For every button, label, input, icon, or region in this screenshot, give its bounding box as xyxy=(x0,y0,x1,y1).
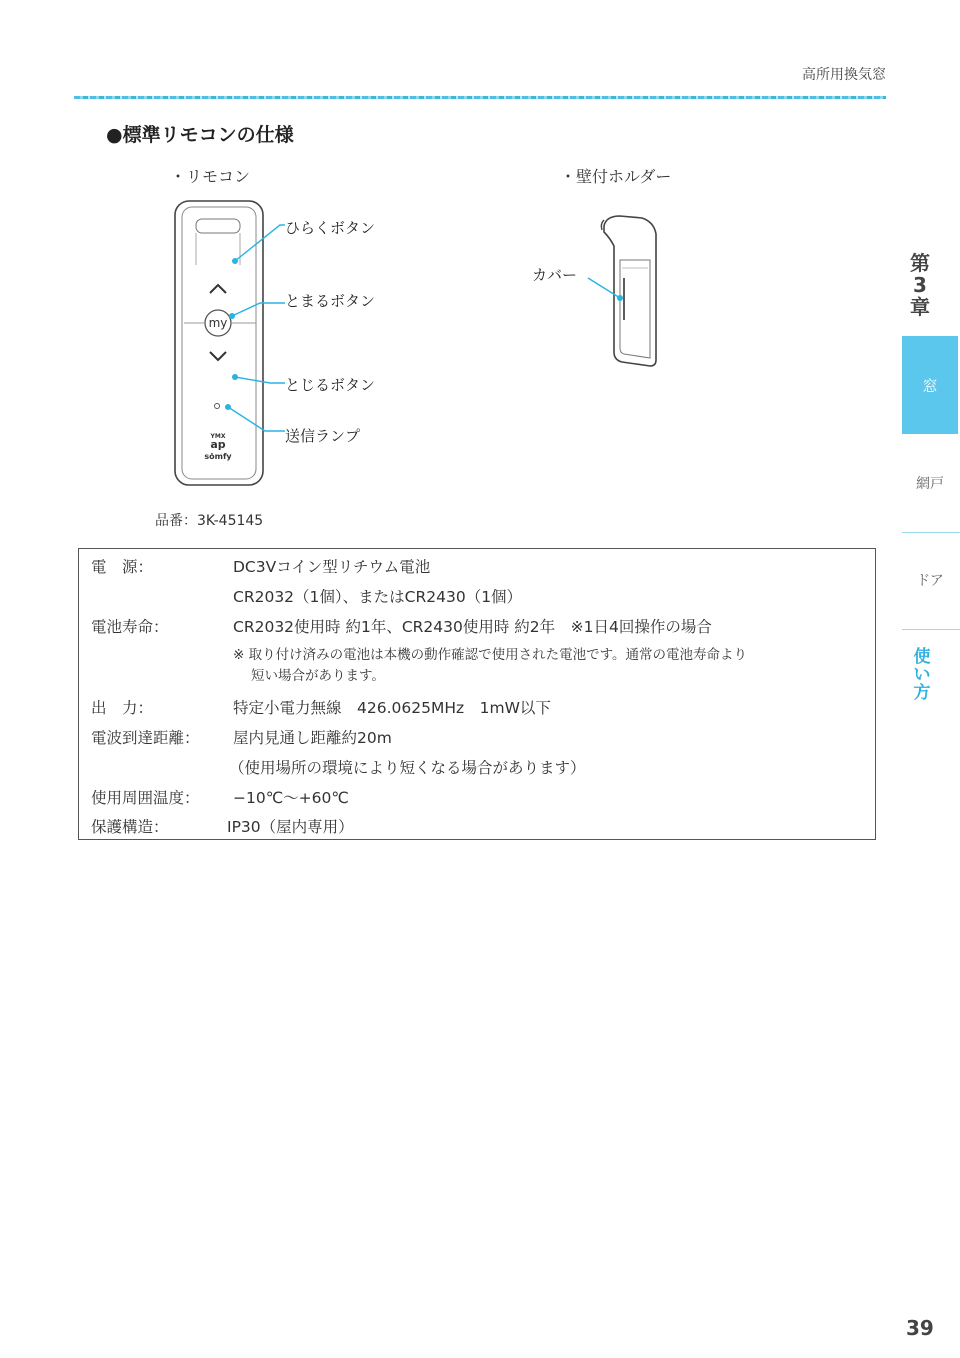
spec-value: （使用場所の環境により短くなる場合があります） xyxy=(229,759,586,777)
chapter-char: 第 xyxy=(910,251,930,275)
running-header: 高所用換気窓 xyxy=(802,67,886,83)
part-number: 品番：3K-45145 xyxy=(155,513,264,529)
spec-value: DC3Vコイン型リチウム電池 xyxy=(233,558,431,576)
brand-small: YMX xyxy=(210,433,226,440)
spec-label: 電波到達距離： xyxy=(91,729,200,747)
sidebar-divider xyxy=(902,532,960,533)
callout-send-lamp: 送信ランプ xyxy=(285,427,361,445)
usage-char: 方 xyxy=(913,683,931,703)
spec-value: CR2032（1個）、またはCR2430（1個） xyxy=(233,588,523,606)
tab-screen[interactable]: 網戸 xyxy=(916,476,944,492)
spec-value: 特定小電力無線 426.0625MHz 1mW以下 xyxy=(233,699,551,717)
chapter-marker xyxy=(904,252,936,318)
chapter-char: 章 xyxy=(910,295,930,319)
callout-stop-button: とまるボタン xyxy=(285,292,376,310)
remote-label: ・リモコン xyxy=(170,167,251,186)
chapter-number: 3 xyxy=(913,273,927,297)
spec-label: 電池寿命： xyxy=(91,618,169,636)
spec-label: 使用周囲温度： xyxy=(91,789,200,807)
remote-illustration xyxy=(160,195,400,495)
header-rule xyxy=(74,96,886,99)
spec-value: IP30（屋内専用） xyxy=(227,818,354,836)
tab-window[interactable] xyxy=(902,336,958,434)
spec-note: ※ 取り付け済みの電池は本機の動作確認で使用された電池です。通常の電池寿命より xyxy=(233,647,748,663)
usage-char: い xyxy=(913,665,931,685)
callout-open-button: ひらくボタン xyxy=(285,219,376,237)
tab-window-label: 窓 xyxy=(922,376,938,395)
spec-label: 電 源： xyxy=(91,558,154,576)
spec-label: 保護構造： xyxy=(91,818,169,836)
callout-cover: カバー xyxy=(532,266,578,284)
brand-ap: ap xyxy=(210,438,226,451)
usage-char: 使 xyxy=(913,647,931,667)
tab-door[interactable]: ドア xyxy=(916,573,944,589)
my-button-label: my xyxy=(208,316,228,330)
brand-logo: sȯmfy xyxy=(204,452,232,461)
holder-label: ・壁付ホルダー xyxy=(560,167,672,186)
callout-close-button: とじるボタン xyxy=(285,376,376,394)
section-title: ●標準リモコンの仕様 xyxy=(106,124,294,146)
sidebar-divider xyxy=(902,629,960,630)
spec-value: −10℃〜+60℃ xyxy=(233,789,349,807)
spec-label: 出 力： xyxy=(91,699,154,717)
spec-value: 屋内見通し距離約20m xyxy=(233,729,392,747)
spec-value: CR2032使用時 約1年、CR2430使用時 約2年 ※1日4回操作の場合 xyxy=(233,618,712,636)
tab-usage[interactable] xyxy=(902,648,942,702)
page-number: 39 xyxy=(906,1316,934,1340)
spec-note-cont: 短い場合があります。 xyxy=(251,668,385,684)
holder-illustration xyxy=(580,210,670,370)
spec-table xyxy=(78,548,876,840)
